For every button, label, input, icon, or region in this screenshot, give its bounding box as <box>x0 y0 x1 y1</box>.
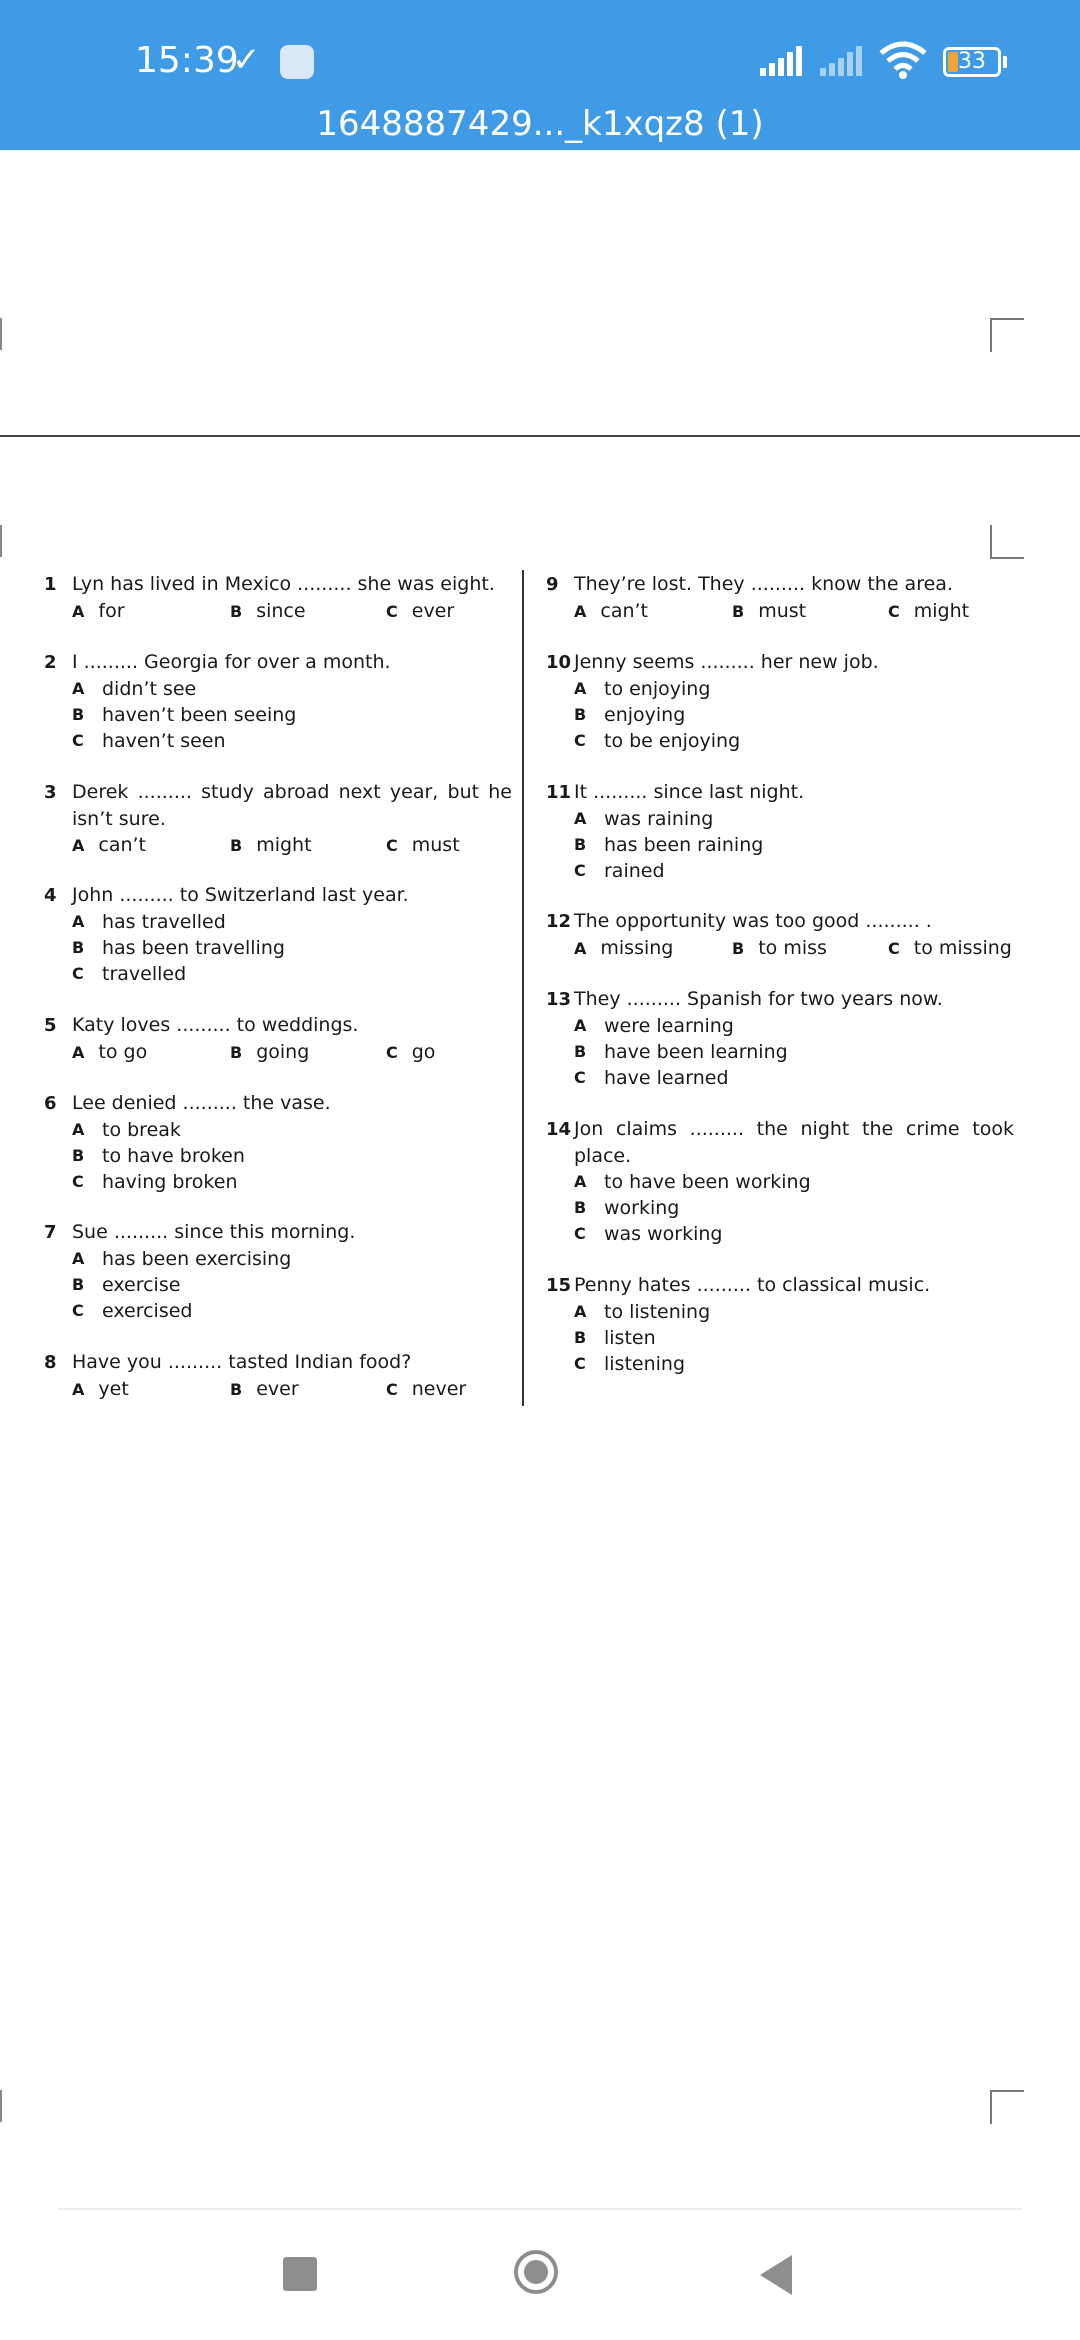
signal-strength-icon <box>760 46 802 76</box>
option-b[interactable]: B to have broken <box>72 1145 245 1167</box>
question-number: 9 <box>546 574 559 595</box>
battery-icon <box>943 47 1001 77</box>
question-text: Jon claims ......... the night the crime took <box>574 1118 1014 1140</box>
option-c[interactable]: C ever <box>386 600 455 622</box>
option-b[interactable]: B enjoying <box>574 704 686 726</box>
option-c[interactable]: C never <box>386 1378 467 1400</box>
question-text: It ......... since last night. <box>574 781 805 803</box>
option-b[interactable]: B has been travelling <box>72 937 285 959</box>
question-number: 7 <box>44 1222 57 1243</box>
option-a[interactable]: A to listening <box>574 1301 711 1323</box>
option-c[interactable]: C might <box>888 600 970 622</box>
option-b[interactable]: B must <box>732 600 807 622</box>
battery-level: 33 <box>958 49 986 74</box>
question-7 <box>44 1219 504 1324</box>
page-corner-marker <box>990 2090 1024 2124</box>
question-3 <box>44 779 512 858</box>
back-button[interactable] <box>760 2255 792 2295</box>
option-b[interactable]: B listen <box>574 1327 656 1349</box>
app-notification-icon <box>280 45 314 79</box>
question-12 <box>546 908 1012 961</box>
option-c[interactable]: C haven’t seen <box>72 730 226 752</box>
page-edge-marker <box>0 2090 2 2122</box>
question-text: Lee denied ......... the vase. <box>72 1092 331 1114</box>
question-number: 6 <box>44 1093 57 1114</box>
option-b[interactable]: B has been raining <box>574 834 764 856</box>
option-b[interactable]: B to miss <box>732 937 827 959</box>
option-a[interactable]: A to have been working <box>574 1171 811 1193</box>
option-c[interactable]: C to be enjoying <box>574 730 741 752</box>
question-text: John ......... to Switzerland last year. <box>72 884 409 906</box>
page-edge-marker <box>0 525 2 557</box>
option-c[interactable]: C rained <box>574 860 665 882</box>
option-b[interactable]: B working <box>574 1197 680 1219</box>
question-text: Jenny seems ......... her new job. <box>574 651 879 673</box>
question-number: 3 <box>44 782 57 803</box>
option-a[interactable]: A for <box>72 600 125 622</box>
option-b[interactable]: B going <box>230 1041 310 1063</box>
option-a[interactable]: A to break <box>72 1119 181 1141</box>
question-text: I ......... Georgia for over a month. <box>72 651 391 673</box>
option-c[interactable]: C have learned <box>574 1067 729 1089</box>
option-a[interactable]: A has been exercising <box>72 1248 292 1270</box>
question-2 <box>44 649 504 754</box>
home-button[interactable] <box>514 2250 558 2294</box>
question-1 <box>44 571 504 624</box>
question-text-continued: place. <box>574 1145 632 1167</box>
question-10 <box>546 649 1006 754</box>
question-text: Sue ......... since this morning. <box>72 1221 356 1243</box>
page-corner-marker <box>990 318 1024 352</box>
option-a[interactable]: A has travelled <box>72 911 226 933</box>
recent-apps-button[interactable] <box>283 2257 317 2291</box>
option-c[interactable]: C to missing <box>888 937 1012 959</box>
question-text: Penny hates ......... to classical music. <box>574 1274 931 1296</box>
question-text-continued: isn’t sure. <box>72 808 166 830</box>
page-edge-marker <box>0 318 2 350</box>
question-4 <box>44 882 504 987</box>
question-8 <box>44 1349 504 1402</box>
option-b[interactable]: B exercise <box>72 1274 181 1296</box>
option-a[interactable]: A to go <box>72 1041 148 1063</box>
status-time: 15:39 <box>135 40 239 81</box>
option-a[interactable]: A yet <box>72 1378 129 1400</box>
question-number: 1 <box>44 574 57 595</box>
option-a[interactable]: A can’t <box>574 600 649 622</box>
option-a[interactable]: A were learning <box>574 1015 734 1037</box>
question-11 <box>546 779 1006 884</box>
question-13 <box>546 986 1006 1091</box>
option-c[interactable]: C was working <box>574 1223 723 1245</box>
question-number: 11 <box>546 782 572 803</box>
question-15 <box>546 1272 1006 1377</box>
question-number: 2 <box>44 652 57 673</box>
nav-separator <box>58 2208 1022 2210</box>
question-number: 5 <box>44 1015 57 1036</box>
question-6 <box>44 1090 504 1195</box>
option-a[interactable]: A can’t <box>72 834 147 856</box>
download-done-icon: ✓ <box>232 41 261 79</box>
question-number: 4 <box>44 885 57 906</box>
option-b[interactable]: B since <box>230 600 306 622</box>
question-14 <box>546 1116 1014 1247</box>
option-c[interactable]: C travelled <box>72 963 187 985</box>
question-text: Lyn has lived in Mexico ......... she was eight. <box>72 573 495 595</box>
question-9 <box>546 571 1006 624</box>
option-a[interactable]: A missing <box>574 937 674 959</box>
question-number: 13 <box>546 989 572 1010</box>
page-separator <box>0 435 1080 437</box>
option-b[interactable]: B might <box>230 834 312 856</box>
option-a[interactable]: A to enjoying <box>574 678 711 700</box>
question-text: Derek ......... study abroad next year, but he <box>72 781 512 803</box>
option-b[interactable]: B haven’t been seeing <box>72 704 297 726</box>
option-c[interactable]: C having broken <box>72 1171 238 1193</box>
question-text: The opportunity was too good ......... . <box>574 910 932 932</box>
column-divider <box>522 570 524 1406</box>
option-b[interactable]: B have been learning <box>574 1041 788 1063</box>
question-text: Have you ......... tasted Indian food? <box>72 1351 412 1373</box>
option-c[interactable]: C must <box>386 834 460 856</box>
option-c[interactable]: C listening <box>574 1353 686 1375</box>
question-text: Katy loves ......... to weddings. <box>72 1014 359 1036</box>
question-number: 10 <box>546 652 572 673</box>
question-text: They ......... Spanish for two years now. <box>574 988 943 1010</box>
signal-strength-sim2-icon <box>820 46 862 76</box>
option-a[interactable]: A didn’t see <box>72 678 197 700</box>
top-app-bar <box>0 0 1080 150</box>
question-number: 14 <box>546 1119 572 1140</box>
wifi-icon <box>878 40 928 80</box>
page-corner-marker <box>990 525 1024 559</box>
option-b[interactable]: B ever <box>230 1378 299 1400</box>
option-c[interactable]: C exercised <box>72 1300 193 1322</box>
option-a[interactable]: A was raining <box>574 808 714 830</box>
question-number: 15 <box>546 1275 572 1296</box>
question-number: 12 <box>546 911 572 932</box>
question-text: They’re lost. They ......... know the area. <box>574 573 953 595</box>
document-title: 1648887429..._k1xqz8 (1) <box>316 104 764 144</box>
option-c[interactable]: C go <box>386 1041 436 1063</box>
question-5 <box>44 1012 504 1065</box>
question-number: 8 <box>44 1352 57 1373</box>
